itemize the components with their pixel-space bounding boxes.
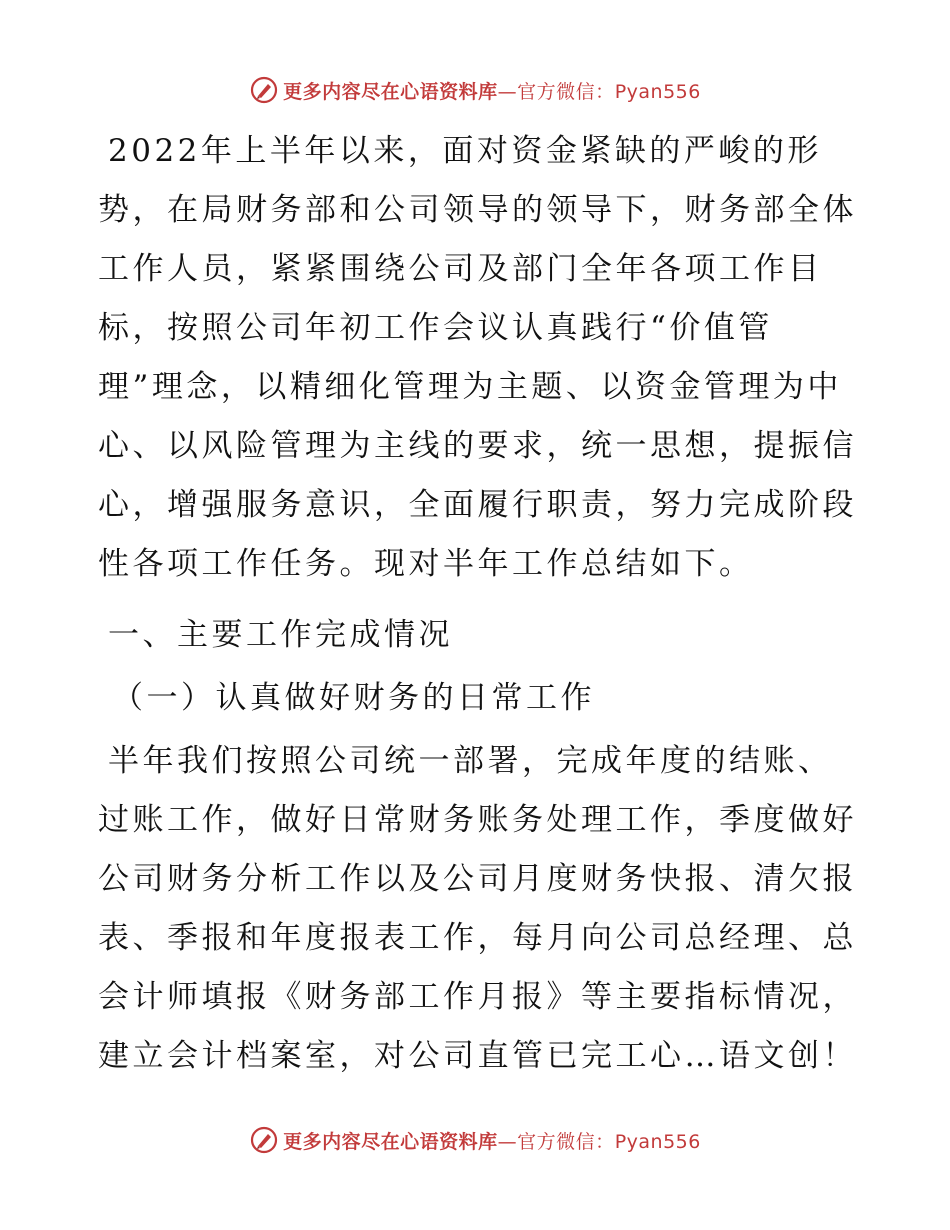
watermark-separator: — [497, 80, 518, 103]
section-heading: 一、主要工作完成情况 [108, 617, 453, 653]
watermark-text [283, 1127, 701, 1154]
body-paragraph: 半年我们按照公司统一部署，完成年度的结账、过账工作，做好日常财务账务处理工作，季度做好公司财务分析工作以及公司月度财务快报、清欠报表、季报和年度报表工作，每月向公司总经理、总会计师填报《财务部工作月报》等主要指标情况，建立会计档案室，对公司直管已完工心…语文创！ [98, 743, 857, 1074]
watermark-separator: — [497, 1130, 518, 1153]
watermark-text [283, 77, 701, 104]
intro-paragraph: 2022年上半年以来，面对资金紧缺的严峻的形势，在局财务部和公司领导的领导下，财务部全体工作人员，紧紧围绕公司及部门全年各项工作目标，按照公司年初工作会议认真践行“价值管理”理念，以精细化管理为主题、以资金管理为中心、以风险管理为主线的要求，统一思想，提振信心，增强服务意识，全面履行职责，努力完成阶段性各项工作任务。现对半年工作总结如下。 [98, 133, 857, 582]
watermark-account-id: Pyan556 [614, 80, 701, 103]
top-watermark-banner [0, 70, 950, 110]
watermark-account-id: Pyan556 [614, 1130, 701, 1153]
document-body [98, 122, 858, 1086]
watermark-account-label: 官方微信： [517, 1130, 615, 1153]
watermark-main-text: 更多内容尽在心语资料库 [283, 1130, 498, 1153]
pen-logo-icon [249, 1125, 279, 1155]
subsection-heading: （一）认真做好财务的日常工作 [112, 680, 595, 716]
pen-logo-icon [249, 75, 279, 105]
watermark-main-text: 更多内容尽在心语资料库 [283, 80, 498, 103]
watermark-account-label: 官方微信： [517, 80, 615, 103]
bottom-watermark-banner [0, 1120, 950, 1160]
